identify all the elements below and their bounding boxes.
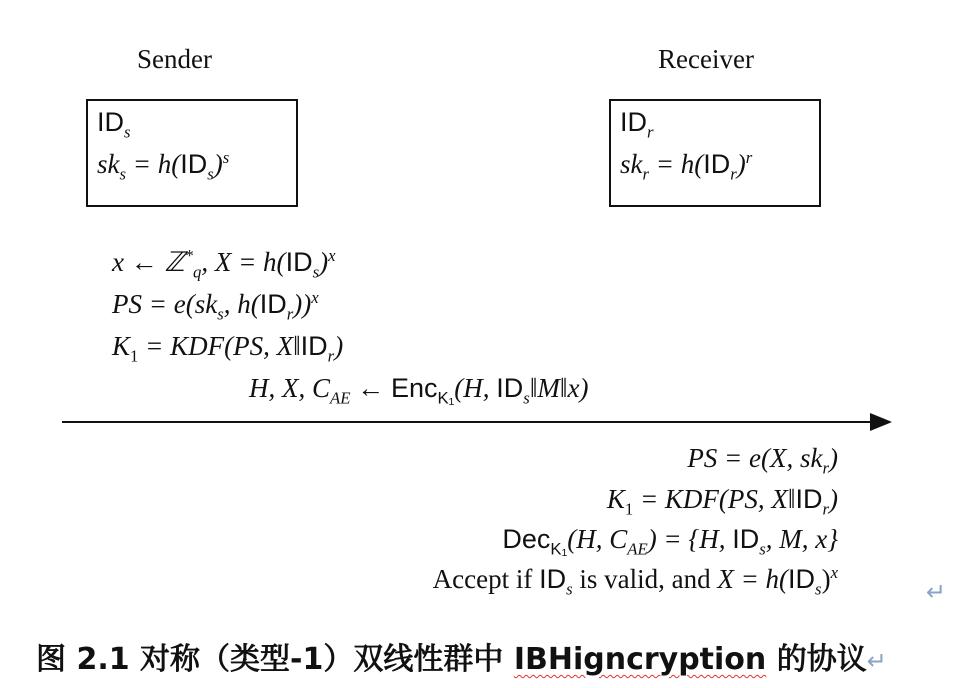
sender-label: Sender bbox=[137, 44, 212, 74]
sender-step-4: H, X, $C_{AE}$ ← Enc$_{K_1}$(H, $ID_s‖M‖x$) bbox=[249, 373, 589, 408]
receiver-key-box bbox=[609, 99, 821, 207]
receiver-step-2: $K_1 = KDF(PS$, $X‖ID_r$) bbox=[606, 484, 838, 519]
sender-step-3: $K_1 = KDF(PS$, $X‖ID_r$) bbox=[112, 331, 344, 366]
receiver-secret-key: $sk_r = h(ID_r)^r$ bbox=[620, 148, 753, 184]
sender-id: $ID_s$ bbox=[97, 107, 131, 142]
return-mark-icon: ↵ bbox=[926, 578, 947, 606]
sender-secret-key: $sk_s = h(ID_s)^s$ bbox=[97, 148, 230, 184]
sender-step-1: x ← ℤ*$_q$, $X = h(ID_s)^x$ bbox=[112, 246, 336, 282]
message-arrow bbox=[60, 410, 895, 434]
figure-caption: 图 2.1 对称（类型-1）双线性群中 IBHigncryption 的协议↵ bbox=[36, 642, 887, 677]
sender-key-box bbox=[86, 99, 298, 207]
sender-step-2: PS = $e(sk_s$, $h(ID_r))^x$ bbox=[112, 288, 319, 324]
caption-return-mark-icon: ↵ bbox=[866, 647, 887, 675]
receiver-step-1: PS = e(X, $sk_r$) bbox=[687, 443, 838, 478]
receiver-step-4: Accept if $ID_s$ is valid, and $X = h(ID_s)^x$ bbox=[432, 563, 838, 599]
receiver-label: Receiver bbox=[658, 44, 754, 74]
receiver-id: $ID_r$ bbox=[620, 107, 654, 142]
caption-term: IBHigncryption bbox=[513, 642, 767, 677]
receiver-step-3: Dec$_{K_1}$(H, $C_{AE}) = \{H$, $ID_s$, M, x} bbox=[502, 524, 838, 559]
